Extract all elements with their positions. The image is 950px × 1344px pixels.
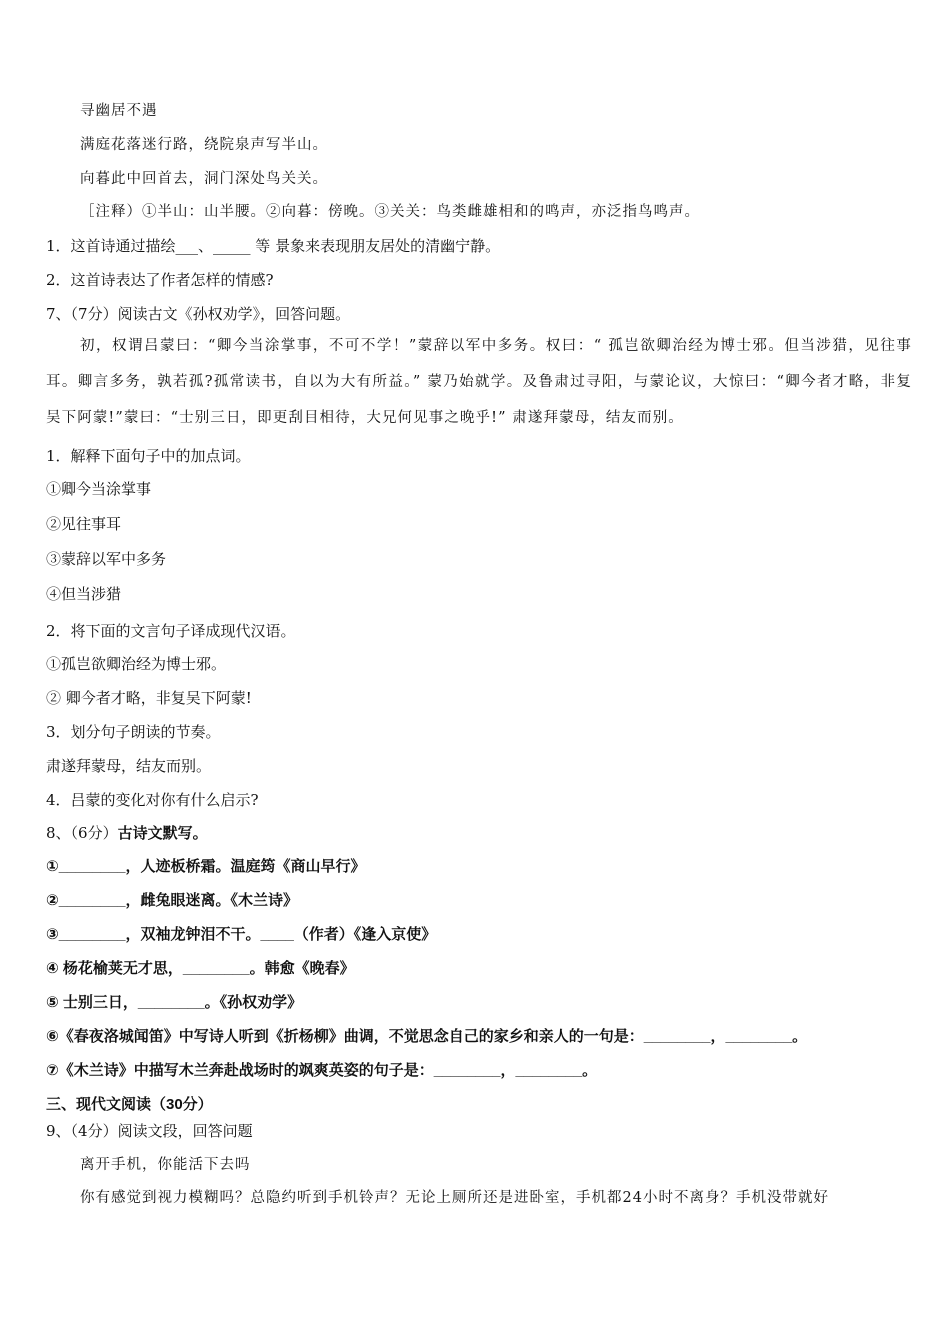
- poem-line: 向暮此中回首去，洞门深处鸟关关。: [80, 171, 328, 187]
- fill-item: ③________，双袖龙钟泪不干。____（作者）《逢入京使》: [46, 926, 437, 943]
- poem-note: ［注释）①半山：山半腰。②向暮：傍晚。③关关：鸟类雌雄相和的鸣声，亦泛指鸟鸣声。: [80, 204, 700, 220]
- question-header: [46, 823, 208, 844]
- sub-item: ②见往事耳: [46, 515, 122, 533]
- question-number: 8、（6分）: [46, 824, 118, 842]
- sub-item: ①卿今当涂掌事: [46, 480, 152, 498]
- section-title: 三、现代文阅读（30分）: [46, 1096, 213, 1113]
- sub-item: 肃遂拜蒙母，结友而别。: [46, 757, 212, 775]
- article-text: 你有感觉到视力模糊吗？总隐约听到手机铃声？无论上厕所还是进卧室，手机都24小时不离身？手机没带就好: [80, 1190, 829, 1206]
- question-header: 9、（4分）阅读文段，回答问题: [46, 1122, 253, 1140]
- question-text: 2．这首诗表达了作者怎样的情感?: [46, 271, 274, 289]
- question-text: 1．这首诗通过描绘___、_____ 等 景象来表现朋友居处的清幽宁静。: [46, 237, 501, 255]
- passage: 初，权谓吕蒙曰：“卿今当涂掌事，不可不学！”蒙辞以军中多务。权曰：“ 孤岂欲卿治经为博士邪。但当涉猎，见往事耳。卿言多务，孰若孤?孤常读书，自以为大有所益。” 蒙乃始就学。及鲁肃过寻阳，与蒙论议，大惊曰：“卿今者才略，非复吴下阿蒙!”蒙曰：“士别三日，即更刮目相待，大兄何见事之晚乎!” 肃遂拜蒙母，结友而别。: [46, 338, 912, 426]
- fill-item: ④ 杨花榆荚无才思，________。韩愈《晚春》: [46, 960, 355, 977]
- sub-item: ② 卿今者才略，非复吴下阿蒙!: [46, 689, 252, 707]
- poem-line: 满庭花落迷行路，绕院泉声写半山。: [80, 137, 328, 153]
- sub-item: ④但当涉猎: [46, 585, 122, 603]
- poem-title: 寻幽居不遇: [80, 103, 158, 119]
- fill-item: ②________，雌兔眼迷离。《木兰诗》: [46, 892, 298, 909]
- question-title: 古诗文默写。: [117, 825, 208, 842]
- sub-question: 1．解释下面句子中的加点词。: [46, 447, 251, 465]
- fill-item: ⑦《木兰诗》中描写木兰奔赴战场时的飒爽英姿的句子是：________，________。: [46, 1062, 598, 1079]
- sub-question: 4．吕蒙的变化对你有什么启示?: [46, 791, 259, 809]
- sub-item: ③蒙辞以军中多务: [46, 550, 167, 568]
- fill-item: ⑤ 士别三日，________。《孙权劝学》: [46, 994, 303, 1011]
- article-title: 离开手机，你能活下去吗: [80, 1157, 251, 1173]
- question-header: 7、（7分）阅读古文《孙权劝学》，回答问题。: [46, 305, 351, 323]
- sub-item: ①孤岂欲卿治经为博士邪。: [46, 655, 227, 673]
- fill-item: ⑥《春夜洛城闻笛》中写诗人听到《折杨柳》曲调，不觉思念自己的家乡和亲人的一句是：________，________。: [46, 1028, 808, 1045]
- fill-item: ①________，人迹板桥霜。温庭筠《商山早行》: [46, 858, 366, 875]
- sub-question: 2．将下面的文言句子译成现代汉语。: [46, 622, 296, 640]
- sub-question: 3．划分句子朗读的节奏。: [46, 723, 221, 741]
